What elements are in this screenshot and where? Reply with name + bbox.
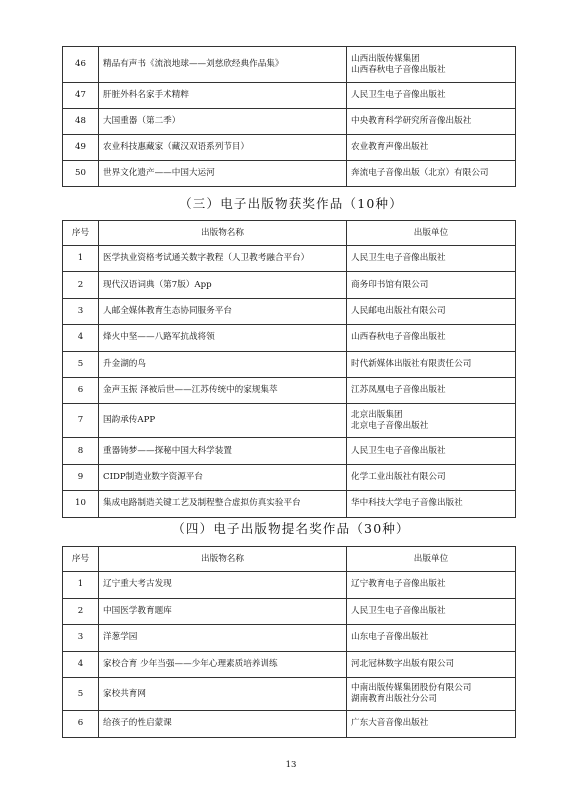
publisher-cell	[347, 491, 516, 517]
row-number: 2	[63, 598, 99, 625]
publisher-name: 江苏凤凰电子音像出版社	[351, 385, 446, 396]
publisher-cell	[347, 109, 516, 135]
publisher-name: 广东大音音像出版社	[351, 718, 429, 729]
row-number: 3	[63, 298, 99, 324]
publication-name: 医学执业资格考试通关数字教程（人卫教考融合平台）	[99, 246, 347, 272]
publisher-name: 中央教育科学研究所音像出版社	[351, 116, 472, 126]
publication-name: 重器铸梦——探秘中国大科学装置	[99, 438, 347, 464]
publisher-cell	[347, 161, 516, 187]
publisher-name: 化学工业出版社有限公司	[351, 471, 446, 482]
row-number: 47	[63, 83, 99, 109]
row-number: 2	[63, 272, 99, 298]
table-row	[63, 711, 516, 738]
publication-name: 精品有声书《流浪地球——刘慈欣经典作品集》	[99, 47, 347, 83]
publisher-name: 人民卫生电子音像出版社	[351, 445, 446, 456]
publisher-cell	[347, 598, 516, 625]
publication-name: 大国重器（第二季）	[99, 109, 347, 135]
publisher-name: 中南出版传媒集团股份有限公司	[351, 683, 472, 693]
table-row	[63, 298, 516, 324]
publication-name: 世界文化遗产——中国大运河	[99, 161, 347, 187]
publisher-name: 山东电子音像出版社	[351, 632, 429, 643]
table-row	[63, 572, 516, 599]
header-publisher: 出版单位	[347, 221, 516, 246]
table-row	[63, 135, 516, 161]
table-row	[63, 491, 516, 517]
publication-name: 肝脏外科名家手术精粹	[99, 83, 347, 109]
publisher-name: 山西春秋电子音像出版社	[351, 332, 446, 343]
publication-name: 中国医学教育题库	[99, 598, 347, 625]
table-header-row	[63, 547, 516, 572]
row-number: 4	[63, 651, 99, 678]
publisher-name: 北京出版集团	[351, 409, 403, 420]
section-title-electronic-awards: （三）电子出版物获奖作品（10种）	[179, 196, 403, 211]
publication-name: 升金湖的鸟	[99, 351, 347, 377]
header-no: 序号	[63, 547, 99, 572]
row-number: 10	[63, 491, 99, 517]
publication-name: 给孩子的性启蒙课	[99, 711, 347, 738]
publisher-cell	[347, 678, 516, 711]
publisher-cell	[347, 464, 516, 490]
row-number: 1	[63, 246, 99, 272]
table-row	[63, 351, 516, 377]
publisher-cell	[347, 625, 516, 652]
publisher-cell	[347, 377, 516, 403]
publisher-cell	[347, 47, 516, 83]
publisher-cell	[347, 83, 516, 109]
table-row	[63, 598, 516, 625]
row-number: 3	[63, 625, 99, 652]
table-row	[63, 272, 516, 298]
award-table-continued	[62, 46, 516, 187]
publisher-name: 山西出版传媒集团	[351, 53, 420, 64]
publisher-name: 人民卫生电子音像出版社	[351, 253, 446, 264]
publication-name: 人邮全媒体教育生态协同服务平台	[99, 298, 347, 324]
row-number: 5	[63, 678, 99, 711]
publisher-name: 人民邮电出版社有限公司	[351, 305, 446, 316]
publisher-name: 辽宁教育电子音像出版社	[351, 579, 446, 590]
publisher-cell	[347, 572, 516, 599]
table-row	[63, 325, 516, 351]
publisher-name: 华中科技大学电子音像出版社	[351, 498, 463, 509]
electronic-awards-table	[62, 220, 516, 518]
publisher-cell	[347, 404, 516, 438]
publisher-cell	[347, 246, 516, 272]
table-row	[63, 625, 516, 652]
row-number: 8	[63, 438, 99, 464]
header-name: 出版物名称	[99, 547, 347, 572]
table-row	[63, 83, 516, 109]
row-number: 49	[63, 135, 99, 161]
table-row	[63, 246, 516, 272]
publisher-name: 北京电子音像出版社	[351, 420, 429, 431]
row-number: 5	[63, 351, 99, 377]
electronic-nominations-table	[62, 546, 516, 738]
page-number: 13	[285, 760, 297, 770]
table-header-row	[63, 221, 516, 246]
row-number: 4	[63, 325, 99, 351]
row-number: 6	[63, 711, 99, 738]
publisher-name: 商务印书馆有限公司	[351, 279, 429, 290]
publisher-cell	[347, 272, 516, 298]
row-number: 46	[63, 47, 99, 83]
publication-name: CIDP制造业数字资源平台	[99, 464, 347, 490]
publication-name: 家校共育网	[99, 678, 347, 711]
publisher-cell	[347, 711, 516, 738]
publication-name: 家校合育 少年当强——少年心理素质培养训练	[99, 651, 347, 678]
publisher-name: 农业教育声像出版社	[351, 142, 429, 152]
row-number: 7	[63, 404, 99, 438]
publisher-name: 人民卫生电子音像出版社	[351, 605, 446, 616]
row-number: 1	[63, 572, 99, 599]
publisher-name: 奔流电子音像出版（北京）有限公司	[351, 168, 489, 178]
header-name: 出版物名称	[99, 221, 347, 246]
table-row	[63, 109, 516, 135]
publication-name: 洋葱学园	[99, 625, 347, 652]
publisher-name: 人民卫生电子音像出版社	[351, 90, 446, 100]
publisher-name: 山西春秋电子音像出版社	[351, 64, 446, 75]
publication-name: 烽火中坚——八路军抗战将领	[99, 325, 347, 351]
publisher-cell	[347, 135, 516, 161]
row-number: 9	[63, 464, 99, 490]
table-row	[63, 161, 516, 187]
row-number: 6	[63, 377, 99, 403]
publisher-cell	[347, 438, 516, 464]
publication-name: 金声玉振 泽被后世——江苏传统中的家规集萃	[99, 377, 347, 403]
publication-name: 国韵承传APP	[99, 404, 347, 438]
row-number: 50	[63, 161, 99, 187]
publisher-cell	[347, 298, 516, 324]
table-row	[63, 377, 516, 403]
section-title-electronic-nominations: （四）电子出版物提名奖作品（30种）	[172, 521, 410, 536]
table-row	[63, 438, 516, 464]
header-no: 序号	[63, 221, 99, 246]
publication-name: 集成电路制造关键工艺及制程整合虚拟仿真实验平台	[99, 491, 347, 517]
publisher-name: 河北冠林数字出版有限公司	[351, 658, 455, 669]
header-publisher: 出版单位	[347, 547, 516, 572]
publisher-cell	[347, 351, 516, 377]
publication-name: 现代汉语词典（第7版）App	[99, 272, 347, 298]
publisher-name: 湖南教育出版社分公司	[351, 694, 437, 704]
table-row	[63, 678, 516, 711]
table-row	[63, 651, 516, 678]
row-number: 48	[63, 109, 99, 135]
publisher-cell	[347, 325, 516, 351]
publication-name: 农业科技惠藏家（藏汉双语系列节目）	[99, 135, 347, 161]
table-row	[63, 464, 516, 490]
publisher-name: 时代新媒体出版社有限责任公司	[351, 358, 472, 369]
table-row	[63, 404, 516, 438]
publication-name: 辽宁重大考古发现	[99, 572, 347, 599]
publisher-cell	[347, 651, 516, 678]
table-row	[63, 47, 516, 83]
